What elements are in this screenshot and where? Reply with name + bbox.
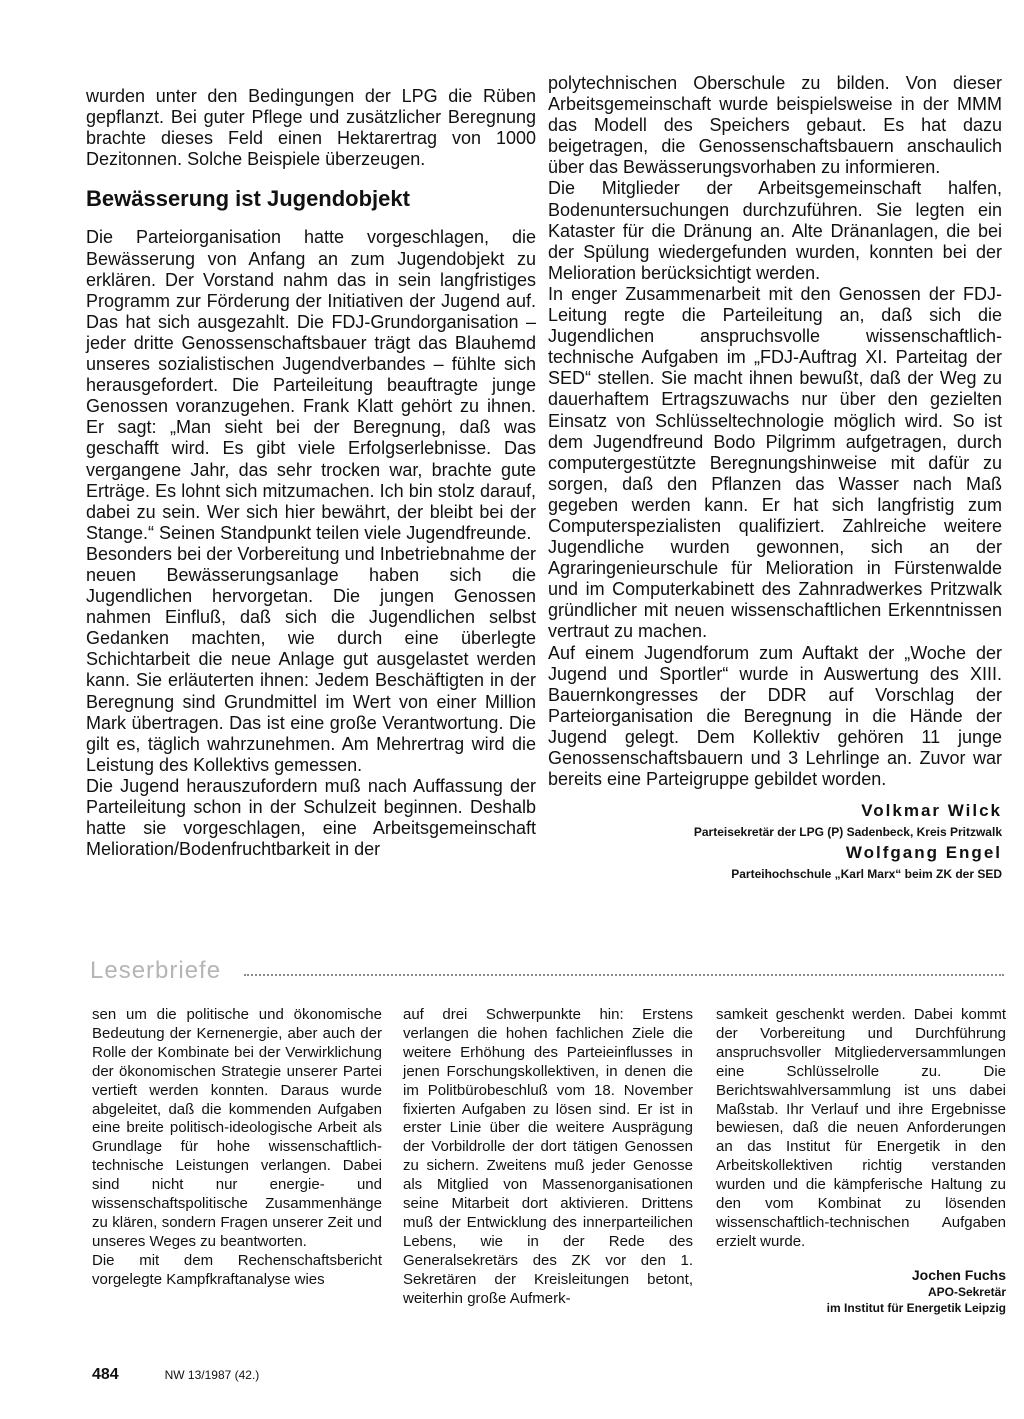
- section-divider: [244, 974, 1004, 979]
- letter-column-3: [716, 1006, 1006, 1316]
- article-paragraph: Die Parteiorganisation hatte vorgeschlagen, die Bewässerung von Anfang an zum Jugendobjekt zu erklären. Der Vorstand nahm das in sein langfristiges Programm zur Förderung der Initiativen der Jugend auf. Das hat sich ausgezahlt. Die FDJ-Grundorganisation – jeder dritte Genossenschaftsbauer trägt das Blauhemd unseres sozialistischen Jugendverbandes – fühlte sich herausgefordert. Die Parteileitung beauftragte junge Genossen voranzugehen. Frank Klatt gehört zu ihnen. Er sagt: „Man sieht bei der Beregnung, daß was geschafft wird. Es gibt viele Erfolgserlebnisse. Das vergangene Jahr, das sehr trocken war, brachte gute Erträge. Es lohnt sich mitzumachen. Ich bin stolz darauf, dabei zu sein. Wer sich hier bewährt, der bleibt bei der Stange.“ Seinen Standpunkt teilen viele Jugendfreunde.: [86, 227, 536, 543]
- article-column-left: [86, 86, 536, 860]
- page-footer: [92, 1366, 259, 1384]
- article-subheading: Bewässerung ist Jugendobjekt: [86, 186, 410, 212]
- letter-author-institution: im Institut für Energetik Leipzig: [826, 1300, 1006, 1315]
- article-paragraph: polytechnischen Oberschule zu bilden. Von dieser Arbeitsgemeinschaft wurde beispielsweise in der MMM das Modell des Speichers gebaut. Es hat dazu beigetragen, die Genossenschaftsbauern anschaulich über das Bewässerungsvorhaben zu informieren.: [548, 73, 1002, 178]
- author-role: Parteihochschule „Karl Marx“ beim ZK der SED: [731, 867, 1002, 882]
- article-paragraph: In enger Zusammenarbeit mit den Genossen der FDJ-Leitung regte die Parteileitung an, daß sich die Jugendlichen anspruchsvolle wissenschaftlich-technische Aufgaben im „FDJ-Auftrag XI. Parteitag der SED“ stellen. Sie macht ihnen bewußt, daß der Weg zu dauerhaftem Ertragszuwachs nur über den gezielten Einsatz von Schlüsseltechnologie möglich wird. So ist dem Jugendfreund Bodo Pilgrimm aufgetragen, durch computergestützte Beregnungshinweise mit dafür zu sorgen, daß den Pflanzen das Wasser nach Maß gegeben werden kann. Er hat sich langfristig zum Computerspezialisten qualifiziert. Zahlreiche weitere Jugendliche wurden gewonnen, sich an der Agraringenieurschule für Melioration in Fürstenwalde und im Computerkabinett des Zahnradwerkes Pritzwalk gründlicher mit neuen wissenschaftlichen Erkenntnissen vertraut zu machen.: [548, 283, 1002, 642]
- author-signatures: [548, 800, 1002, 884]
- article-paragraph: Besonders bei der Vorbereitung und Inbetriebnahme der neuen Bewässerungsanlage haben sich die Jugendlichen hervorgetan. Die jungen Genossen nahmen Einfluß, daß sich die Jugendlichen selbst Gedanken machten, wie durch eine überlegte Schichtarbeit die neue Anlage gut ausgelastet werden kann. Sie erläuterten ihnen: Jedem Beschäftigten in der Beregnung sind Grundmittel im Wert von einer Million Mark übertragen. Das ist eine große Verantwortung. Die gilt es, täglich wahrzunehmen. Am Mehrertrag wird die Leistung des Kollektivs gemessen.: [86, 543, 536, 775]
- issue-reference: NW 13/1987 (42.): [164, 1368, 260, 1382]
- letter-paragraph: samkeit geschenkt werden. Dabei kommt der Vorbereitung und Durchführung anspruchsvoller Mitgliederversammlungen eine Schlüsselrolle zu. Die Berichtswahlversammlung ist uns dabei Maßstab. Ihr Verlauf und ihre Ergebnisse bewiesen, daß die neuen Anforderungen an das Institut für Energetik in den Arbeitskollektiven richtig verstanden wurden und die kämpferische Haltung zu den vom Kombinat zu lösenden wissenschaftlich-technischen Aufgaben erzielt wurde.: [716, 1006, 1006, 1250]
- article-paragraph: Die Jugend herauszufordern muß nach Auffassung der Parteileitung schon in der Schulzeit beginnen. Deshalb hatte sie vorgeschlagen, eine Arbeitsgemeinschaft Melioration/Bodenfruchtbarkeit in der: [86, 775, 536, 860]
- page-number: 484: [92, 1366, 119, 1383]
- letter-column-2: [403, 1006, 693, 1309]
- letter-author-role: APO-Sekretär: [927, 1284, 1006, 1299]
- article-paragraph: Die Mitglieder der Arbeitsgemeinschaft halfen, Bodenuntersuchungen durchzuführen. Sie legten ein Kataster für die Dränung an. Alte Dränanlagen, die bei der Spülung wiedergefunden wurden, konnten bei der Melioration berücksichtigt werden.: [548, 178, 1002, 283]
- letter-paragraph: Die mit dem Rechenschaftsbericht vorgelegte Kampfkraftanalyse wies: [92, 1251, 382, 1288]
- letter-signature: [716, 1266, 1006, 1316]
- author-name: Wolfgang Engel: [845, 843, 1002, 863]
- section-title-leserbriefe: Leserbriefe: [90, 957, 222, 984]
- author-name: Volkmar Wilck: [861, 801, 1002, 821]
- letter-author-name: Jochen Fuchs: [911, 1266, 1006, 1283]
- letter-column-1: [92, 1006, 382, 1290]
- article-intro-paragraph: wurden unter den Bedingungen der LPG die Rüben gepflanzt. Bei guter Pflege und zusätzlicher Beregnung brachte dieses Feld einen Hektarertrag von 1000 Dezitonnen. Solche Beispiele überzeugen.: [86, 86, 536, 170]
- article-column-right: [548, 73, 1002, 884]
- author-role: Parteisekretär der LPG (P) Sadenbeck, Kreis Pritzwalk: [693, 825, 1002, 840]
- article-paragraph: Auf einem Jugendforum zum Auftakt der „Woche der Jugend und Sportler“ wurde in Auswertung des XIII. Bauernkongresses der DDR auf Vorschlag der Parteiorganisation die Beregnung in die Hände der Jugend gelegt. Dem Kollektiv gehören 11 junge Genossenschaftsbauern und 3 Lehrlinge an. Zuvor war bereits eine Parteigruppe gebildet worden.: [548, 642, 1002, 790]
- letter-paragraph: sen um die politische und ökonomische Bedeutung der Kernenergie, aber auch der Rolle der Kombinate bei der Verwirklichung der ökonomischen Strategie unserer Partei vertieft werden konnten. Daraus wurde abgeleitet, daß die kommenden Aufgaben eine breite politisch-ideologische Arbeit als Grundlage für hohe wissenschaftlich-technische Leistungen verlangen. Dabei sind nicht nur energie- und wissenschaftspolitische Zusammenhänge zu klären, sondern Fragen unserer Zeit und unseres Weges zu beantworten.: [92, 1006, 382, 1250]
- letter-paragraph: auf drei Schwerpunkte hin: Erstens verlangen die hohen fachlichen Ziele die weitere Erhöhung des Parteieinflusses in jenen Forschungskollektiven, in denen die im Politbürobeschluß vom 18. November fixierten Aufgaben zu lösen sind. Er ist in erster Linie über die weitere Ausprägung der Vorbildrolle der dort tätigen Genossen zu sichern. Zweitens muß jeder Genosse als Mitglied von Massenorganisationen seine Mitarbeit dort aktivieren. Drittens muß der Entwicklung des innerparteilichen Lebens, wie in der Rede des Generalsekretärs des ZK vor den 1. Sekretären der Kreisleitungen betont, weiterhin große Aufmerk-: [403, 1006, 693, 1307]
